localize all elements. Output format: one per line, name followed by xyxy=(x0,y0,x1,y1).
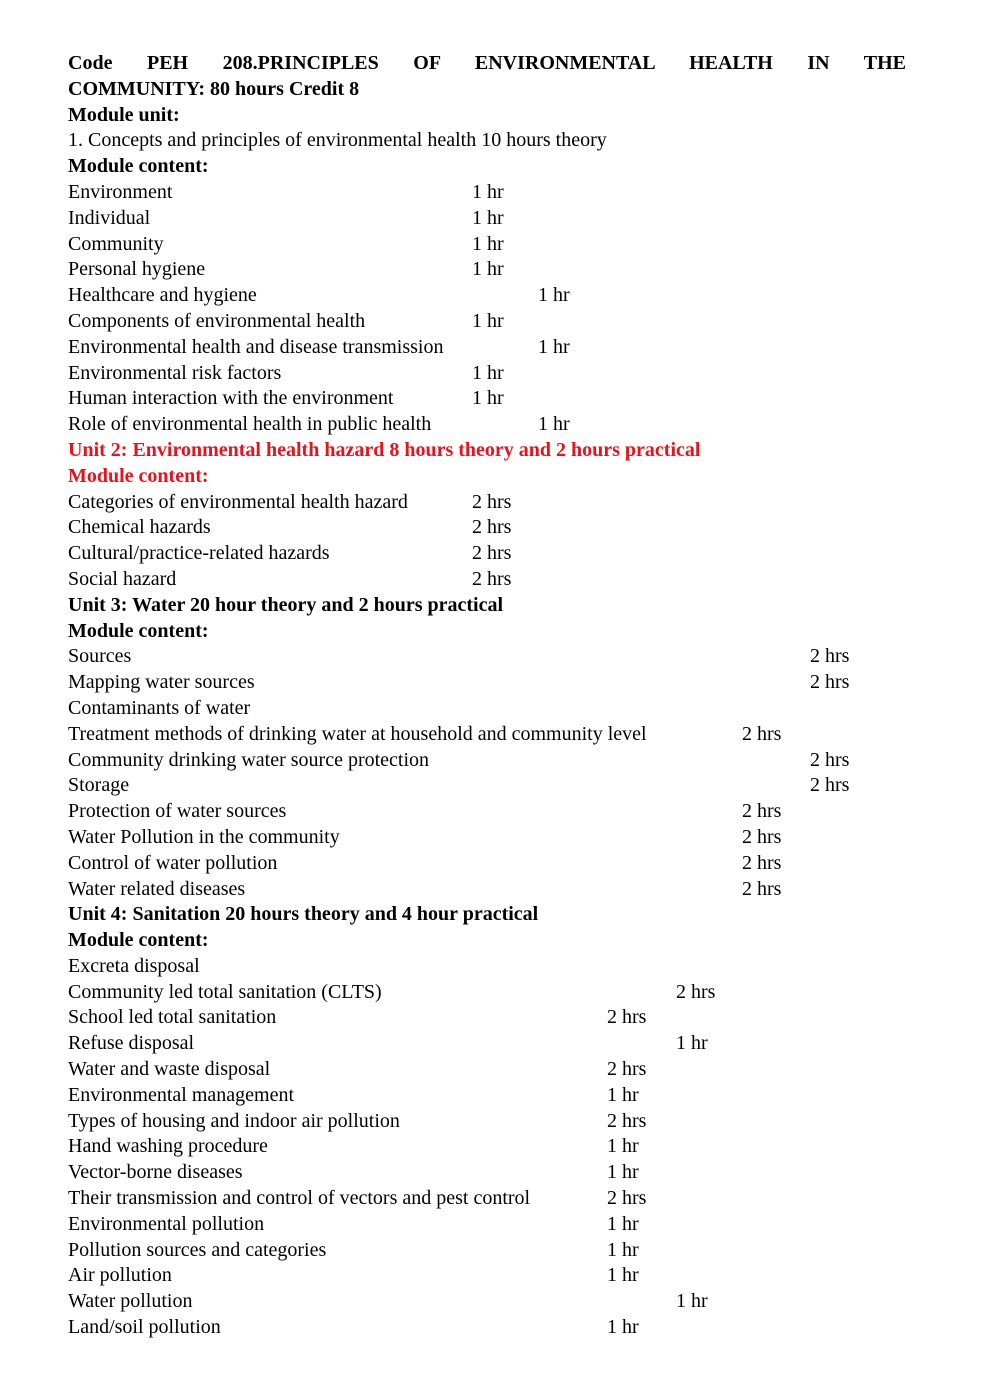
topic-hours: 2 hrs xyxy=(607,1109,647,1132)
topic-hours: 2 hrs xyxy=(472,490,512,513)
topic-label: Environmental pollution xyxy=(68,1212,265,1235)
topic-hours: 2 hrs xyxy=(607,1058,647,1081)
topic-label: Treatment methods of drinking water at household and community level xyxy=(68,722,647,745)
course-title-line2: COMMUNITY: 80 hours Credit 8 xyxy=(68,77,360,100)
content-row xyxy=(68,1315,906,1341)
topic-label: Healthcare and hygiene xyxy=(68,284,257,307)
module-unit-item: 1. Concepts and principles of environmental health 10 hours theory xyxy=(68,129,607,152)
course-title-line1: Code PEH 208.PRINCIPLES OF ENVIRONMENTAL HEALTH IN THE xyxy=(68,52,906,74)
content-row xyxy=(68,825,906,851)
topic-hours: 1 hr xyxy=(607,1264,639,1287)
topic-label: Human interaction with the environment xyxy=(68,387,394,410)
content-row xyxy=(68,567,906,593)
topic-label: Refuse disposal xyxy=(68,1032,195,1055)
unit-4-content-label: Module content: xyxy=(68,929,209,952)
content-row xyxy=(68,283,906,309)
topic-label: Protection of water sources xyxy=(68,800,287,823)
content-row xyxy=(68,877,906,903)
topic-hours: 1 hr xyxy=(538,284,570,307)
topic-label: Water related diseases xyxy=(68,877,246,900)
content-row xyxy=(68,1005,906,1031)
topic-label: Vector-borne diseases xyxy=(68,1161,243,1184)
content-row xyxy=(68,361,906,387)
content-row xyxy=(68,490,906,516)
content-row xyxy=(68,335,906,361)
topic-hours: 1 hr xyxy=(472,361,504,384)
topic-hours: 1 hr xyxy=(472,206,504,229)
content-row xyxy=(68,1212,906,1238)
topic-hours: 2 hrs xyxy=(472,542,512,565)
topic-label: Environment xyxy=(68,180,173,203)
topic-label: Excreta disposal xyxy=(68,954,200,977)
content-row xyxy=(68,309,906,335)
content-row xyxy=(68,670,906,696)
content-row xyxy=(68,1057,906,1083)
content-row xyxy=(68,980,906,1006)
content-row xyxy=(68,257,906,283)
topic-label: Personal hygiene xyxy=(68,258,206,281)
content-row xyxy=(68,412,906,438)
topic-hours: 1 hr xyxy=(607,1135,639,1158)
topic-label: Individual xyxy=(68,206,151,229)
content-row xyxy=(68,515,906,541)
topic-label: Hand washing procedure xyxy=(68,1135,268,1158)
unit-1-content-label: Module content: xyxy=(68,155,209,178)
topic-label: Water and waste disposal xyxy=(68,1058,271,1081)
content-row xyxy=(68,1263,906,1289)
content-row xyxy=(68,232,906,258)
topic-label: Land/soil pollution xyxy=(68,1316,221,1339)
unit-2-content-label: Module content: xyxy=(68,464,209,487)
topic-label: Community led total sanitation (CLTS) xyxy=(68,980,382,1003)
content-row xyxy=(68,799,906,825)
topic-label: Community xyxy=(68,232,164,255)
topic-label: School led total sanitation xyxy=(68,1006,277,1029)
topic-hours: 1 hr xyxy=(676,1290,708,1313)
content-row xyxy=(68,696,906,722)
topic-hours: 2 hrs xyxy=(607,1006,647,1029)
topic-label: Environmental management xyxy=(68,1083,295,1106)
content-row xyxy=(68,1186,906,1212)
content-row xyxy=(68,644,906,670)
document-content xyxy=(68,51,906,1341)
content-row xyxy=(68,1134,906,1160)
content-row xyxy=(68,1109,906,1135)
unit-4-heading: Unit 4: Sanitation 20 hours theory and 4 hour practical xyxy=(68,903,539,926)
topic-hours: 1 hr xyxy=(607,1161,639,1184)
topic-label: Their transmission and control of vectors and pest control xyxy=(68,1187,531,1210)
content-row xyxy=(68,180,906,206)
topic-hours: 2 hrs xyxy=(810,748,850,771)
topic-hours: 2 hrs xyxy=(742,825,782,848)
topic-hours: 1 hr xyxy=(472,258,504,281)
content-row xyxy=(68,206,906,232)
topic-hours: 2 hrs xyxy=(810,774,850,797)
topic-hours: 2 hrs xyxy=(742,877,782,900)
content-row xyxy=(68,1289,906,1315)
topic-hours: 2 hrs xyxy=(607,1187,647,1210)
topic-hours: 1 hr xyxy=(538,413,570,436)
topic-label: Cultural/practice-related hazards xyxy=(68,542,330,565)
topic-hours: 1 hr xyxy=(538,335,570,358)
topic-label: Water pollution xyxy=(68,1290,193,1313)
topic-label: Contaminants of water xyxy=(68,696,251,719)
topic-hours: 1 hr xyxy=(472,180,504,203)
content-row xyxy=(68,748,906,774)
topic-hours: 2 hrs xyxy=(676,980,716,1003)
topic-hours: 1 hr xyxy=(607,1238,639,1261)
topic-hours: 1 hr xyxy=(472,309,504,332)
unit-3-heading: Unit 3: Water 20 hour theory and 2 hours practical xyxy=(68,593,504,616)
content-row xyxy=(68,773,906,799)
content-row xyxy=(68,386,906,412)
content-row xyxy=(68,1238,906,1264)
content-row xyxy=(68,541,906,567)
topic-label: Components of environmental health xyxy=(68,309,366,332)
topic-label: Mapping water sources xyxy=(68,671,255,694)
topic-label: Role of environmental health in public health xyxy=(68,413,432,436)
content-row xyxy=(68,1160,906,1186)
topic-hours: 2 hrs xyxy=(810,645,850,668)
topic-hours: 1 hr xyxy=(607,1212,639,1235)
topic-hours: 1 hr xyxy=(607,1316,639,1339)
units-container xyxy=(68,154,906,1341)
content-row xyxy=(68,851,906,877)
topic-label: Categories of environmental health hazard xyxy=(68,490,408,513)
topic-label: Community drinking water source protection xyxy=(68,748,430,771)
topic-label: Sources xyxy=(68,645,132,668)
content-row xyxy=(68,1083,906,1109)
topic-hours: 1 hr xyxy=(472,232,504,255)
topic-hours: 2 hrs xyxy=(472,567,512,590)
topic-hours: 2 hrs xyxy=(810,671,850,694)
topic-hours: 2 hrs xyxy=(742,851,782,874)
topic-label: Water Pollution in the community xyxy=(68,825,340,848)
unit-2-heading: Unit 2: Environmental health hazard 8 hours theory and 2 hours practical xyxy=(68,438,701,461)
topic-label: Chemical hazards xyxy=(68,516,211,539)
topic-label: Storage xyxy=(68,774,130,797)
content-row xyxy=(68,954,906,980)
topic-label: Types of housing and indoor air pollution xyxy=(68,1109,400,1132)
unit-3-content-label: Module content: xyxy=(68,619,209,642)
topic-label: Pollution sources and categories xyxy=(68,1238,327,1261)
topic-hours: 2 hrs xyxy=(742,722,782,745)
topic-hours: 1 hr xyxy=(676,1032,708,1055)
topic-hours: 1 hr xyxy=(472,387,504,410)
topic-label: Environmental risk factors xyxy=(68,361,282,384)
topic-label: Air pollution xyxy=(68,1264,172,1287)
topic-hours: 2 hrs xyxy=(742,800,782,823)
module-unit-label: Module unit: xyxy=(68,103,180,126)
content-row xyxy=(68,722,906,748)
topic-hours: 1 hr xyxy=(607,1083,639,1106)
topic-label: Control of water pollution xyxy=(68,851,278,874)
content-row xyxy=(68,1031,906,1057)
topic-hours: 2 hrs xyxy=(472,516,512,539)
topic-label: Environmental health and disease transmission xyxy=(68,335,444,358)
topic-label: Social hazard xyxy=(68,567,177,590)
